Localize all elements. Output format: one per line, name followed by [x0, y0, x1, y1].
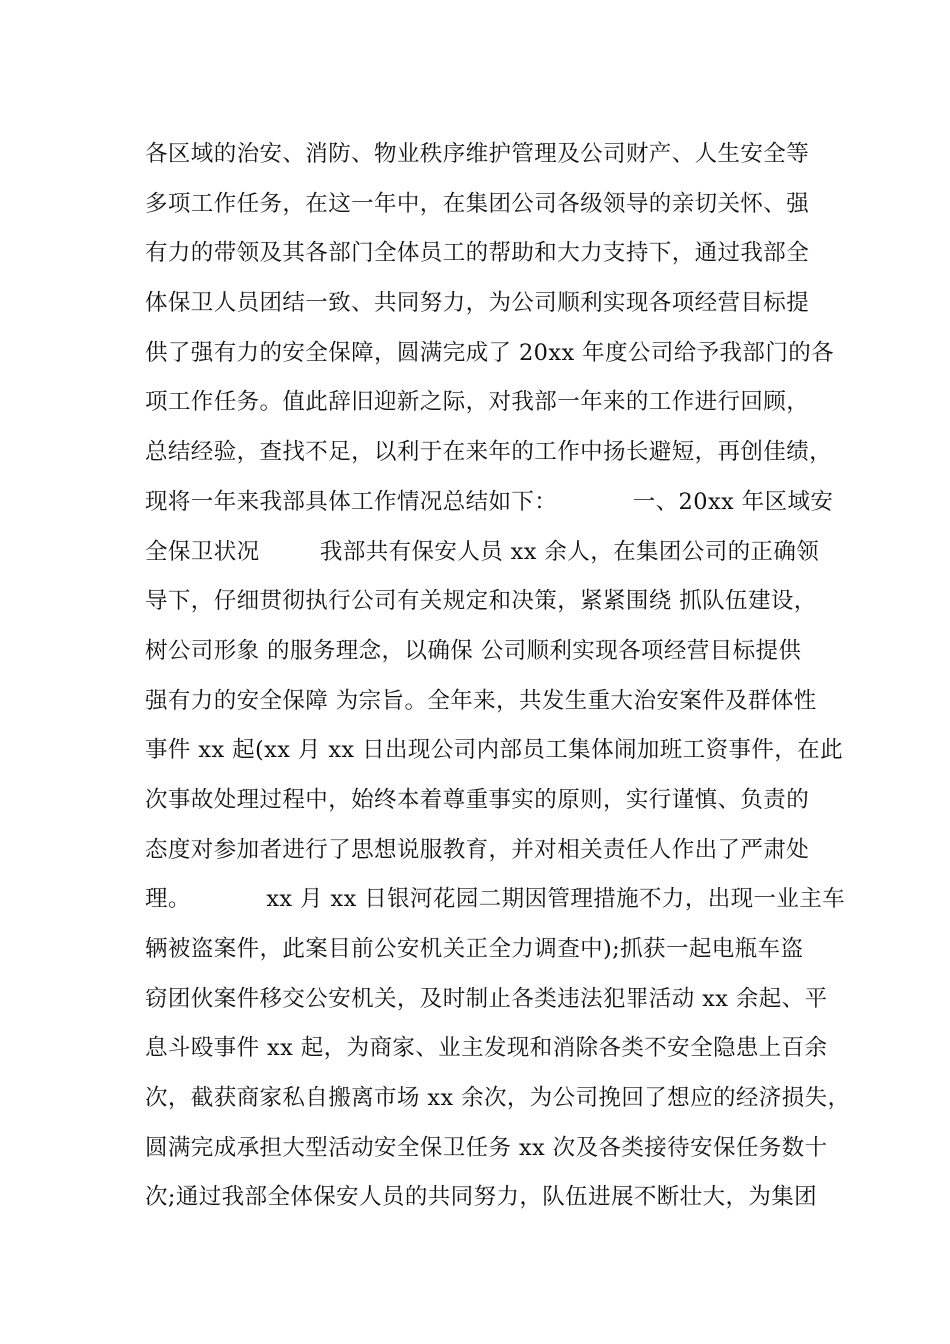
text-line: 理。 xx 月 xx 日银河花园二期因管理措施不力，出现一业主车 — [145, 886, 846, 913]
text-line: 多项工作任务，在这一年中，在集团公司各级领导的亲切关怀、强 — [145, 190, 810, 217]
text-line: 项工作任务。值此辞旧迎新之际，对我部一年来的工作进行回顾， — [145, 389, 810, 416]
text-line: 事件 xx 起(xx 月 xx 日出现公司内部员工集体闹加班工资事件，在此 — [145, 737, 843, 764]
text-line: 全保卫状况 我部共有保安人员 xx 余人，在集团公司的正确领 — [145, 538, 820, 565]
text-line: 次事故处理过程中，始终本着尊重事实的原则，实行谨慎、负责的 — [145, 786, 810, 813]
text-line: 次，截获商家私自搬离市场 xx 余次，为公司挽回了想应的经济损失， — [145, 1085, 851, 1112]
text-line: 辆被盗案件，此案目前公安机关正全力调查中);抓获一起电瓶车盗 — [145, 936, 804, 962]
text-line: 各区域的治安、消防、物业秩序维护管理及公司财产、人生安全等 — [145, 141, 810, 167]
text-line: 供了强有力的安全保障，圆满完成了 20xx 年度公司给予我部门的各 — [145, 339, 835, 366]
body-text — [145, 130, 851, 1223]
text-line: 强有力的安全保障 为宗旨。全年来，共发生重大治安案件及群体性 — [145, 687, 817, 714]
text-line: 圆满完成承担大型活动安全保卫任务 xx 次及各类接待安保任务数十 — [145, 1134, 828, 1161]
text-line: 态度对参加者进行了思想说服教育，并对相关责任人作出了严肃处 — [145, 836, 810, 863]
text-line: 息斗殴事件 xx 起，为商家、业主发现和消除各类不安全隐患上百余 — [145, 1035, 828, 1062]
text-line: 总结经验，查找不足，以利于在来年的工作中扬长避短，再创佳绩， — [145, 439, 833, 466]
text-line: 体保卫人员团结一致、共同努力，为公司顺利实现各项经营目标提 — [145, 290, 810, 317]
text-line: 导下，仔细贯彻执行公司有关规定和决策，紧紧围绕 抓队伍建设， — [145, 588, 817, 615]
text-line: 窃团伙案件移交公安机关，及时制止各类违法犯罪活动 xx 余起、平 — [145, 985, 828, 1012]
text-line: 有力的带领及其各部门全体员工的帮助和大力支持下，通过我部全 — [145, 240, 810, 267]
text-line: 现将一年来我部具体工作情况总结如下： 一、20xx 年区域安 — [145, 488, 834, 515]
text-line: 次;通过我部全体保安人员的共同努力，队伍进展不断壮大，为集团 — [145, 1184, 818, 1211]
text-line: 树公司形象 的服务理念，以确保 公司顺利实现各项经营目标提供 — [145, 637, 802, 664]
